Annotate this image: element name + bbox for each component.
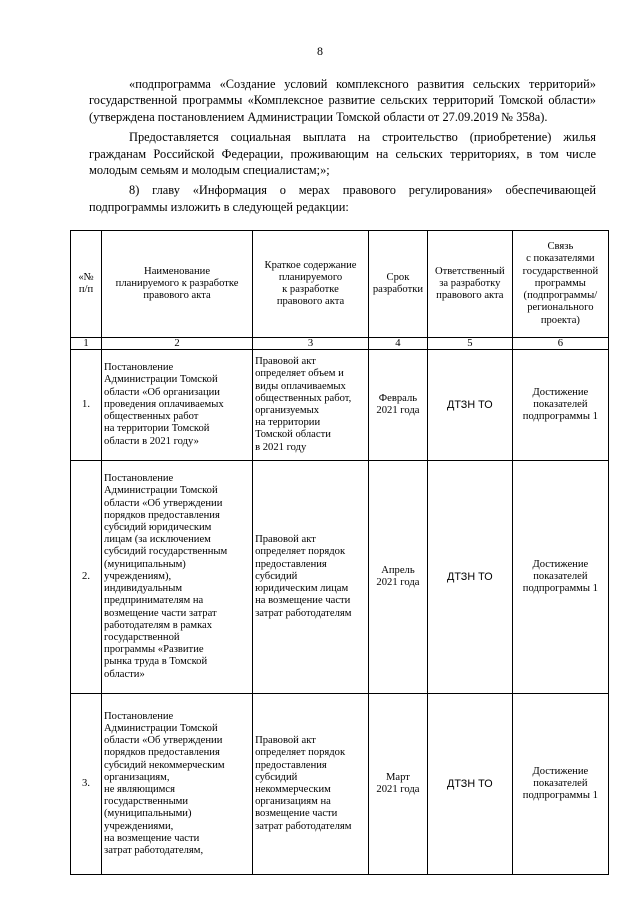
- paragraph-social-payment: Предоставляется социальная выплата на строительство (приобретение) жилья гражданам Российской Федерации, проживающим на сельских территориях, в том числе молодым семьям и молодым специалистам;»;: [89, 130, 596, 178]
- table-header-row: [71, 231, 609, 338]
- column-number: 5: [427, 338, 512, 350]
- table-row: [71, 461, 609, 694]
- column-number: 6: [512, 338, 608, 350]
- act-indicators-link: Достижение показателей подпрограммы 1: [512, 461, 608, 694]
- paragraph-subprogram: «подпрограмма «Создание условий комплексного развития сельских территорий» государственной программы «Комплексное развитие сельских территорий Томской области» (утверждена постановлением Администрации Томской области от 27.09.2019 № 358а).: [89, 77, 596, 124]
- act-indicators-link: Достижение показателей подпрограммы 1: [512, 350, 608, 461]
- legal-acts-table: [70, 230, 609, 875]
- act-name: Постановление Администрации Томской области «Об утверждении порядков предоставления субсидий юридическим лицам (за исключением субсидий государственным (муниципальным) учреждениям), индивидуальным предпринимателям на возмещение части затрат работодателям в рамках государственной программы «Развитие рынка труда в Томской области»: [102, 461, 253, 694]
- header-indicators-link: Связь с показателями государственной программы (подпрограммы/ регионального проекта): [512, 231, 608, 338]
- act-name: Постановление Администрации Томской области «Об организации проведения оплачиваемых общественных работ на территории Томской области в 2021 году»: [102, 350, 253, 461]
- row-number: 1.: [71, 350, 102, 461]
- act-term: Март 2021 года: [368, 694, 427, 875]
- page-number: 8: [317, 44, 323, 58]
- paragraph-chapter-8: 8) главу «Информация о мерах правового регулирования» обеспечивающей подпрограммы изложить в следующей редакции:: [89, 183, 596, 214]
- act-content: Правовой акт определяет порядок предоставления субсидий юридическим лицам на возмещение части затрат работодателям: [253, 461, 369, 694]
- header-number: «№ п/п: [71, 231, 102, 338]
- header-act-content: Краткое содержание планируемого к разработке правового акта: [253, 231, 369, 338]
- table-row: [71, 694, 609, 875]
- column-number: 3: [253, 338, 369, 350]
- act-content: Правовой акт определяет порядок предоставления субсидий некоммерческим организациям на возмещение части затрат работодателям: [253, 694, 369, 875]
- column-number: 2: [102, 338, 253, 350]
- header-act-name: Наименование планируемого к разработке правового акта: [102, 231, 253, 338]
- column-number: 1: [71, 338, 102, 350]
- table-row: [71, 350, 609, 461]
- column-numbers-row: [71, 338, 609, 350]
- act-responsible: ДТЗН ТО: [427, 350, 512, 461]
- act-term: Апрель 2021 года: [368, 461, 427, 694]
- row-number: 3.: [71, 694, 102, 875]
- body-text: [89, 76, 596, 215]
- row-number: 2.: [71, 461, 102, 694]
- act-indicators-link: Достижение показателей подпрограммы 1: [512, 694, 608, 875]
- act-term: Февраль 2021 года: [368, 350, 427, 461]
- column-number: 4: [368, 338, 427, 350]
- act-responsible: ДТЗН ТО: [427, 694, 512, 875]
- header-term: Срок разработки: [368, 231, 427, 338]
- act-content: Правовой акт определяет объем и виды оплачиваемых общественных работ, организуемых на территории Томской области в 2021 году: [253, 350, 369, 461]
- act-responsible: ДТЗН ТО: [427, 461, 512, 694]
- header-responsible: Ответственный за разработку правового акта: [427, 231, 512, 338]
- act-name: Постановление Администрации Томской области «Об утверждении порядков предоставления субсидий некоммерческим организациям, не являющимся государственными (муниципальными) учреждениями, на возмещение части затрат работодателям,: [102, 694, 253, 875]
